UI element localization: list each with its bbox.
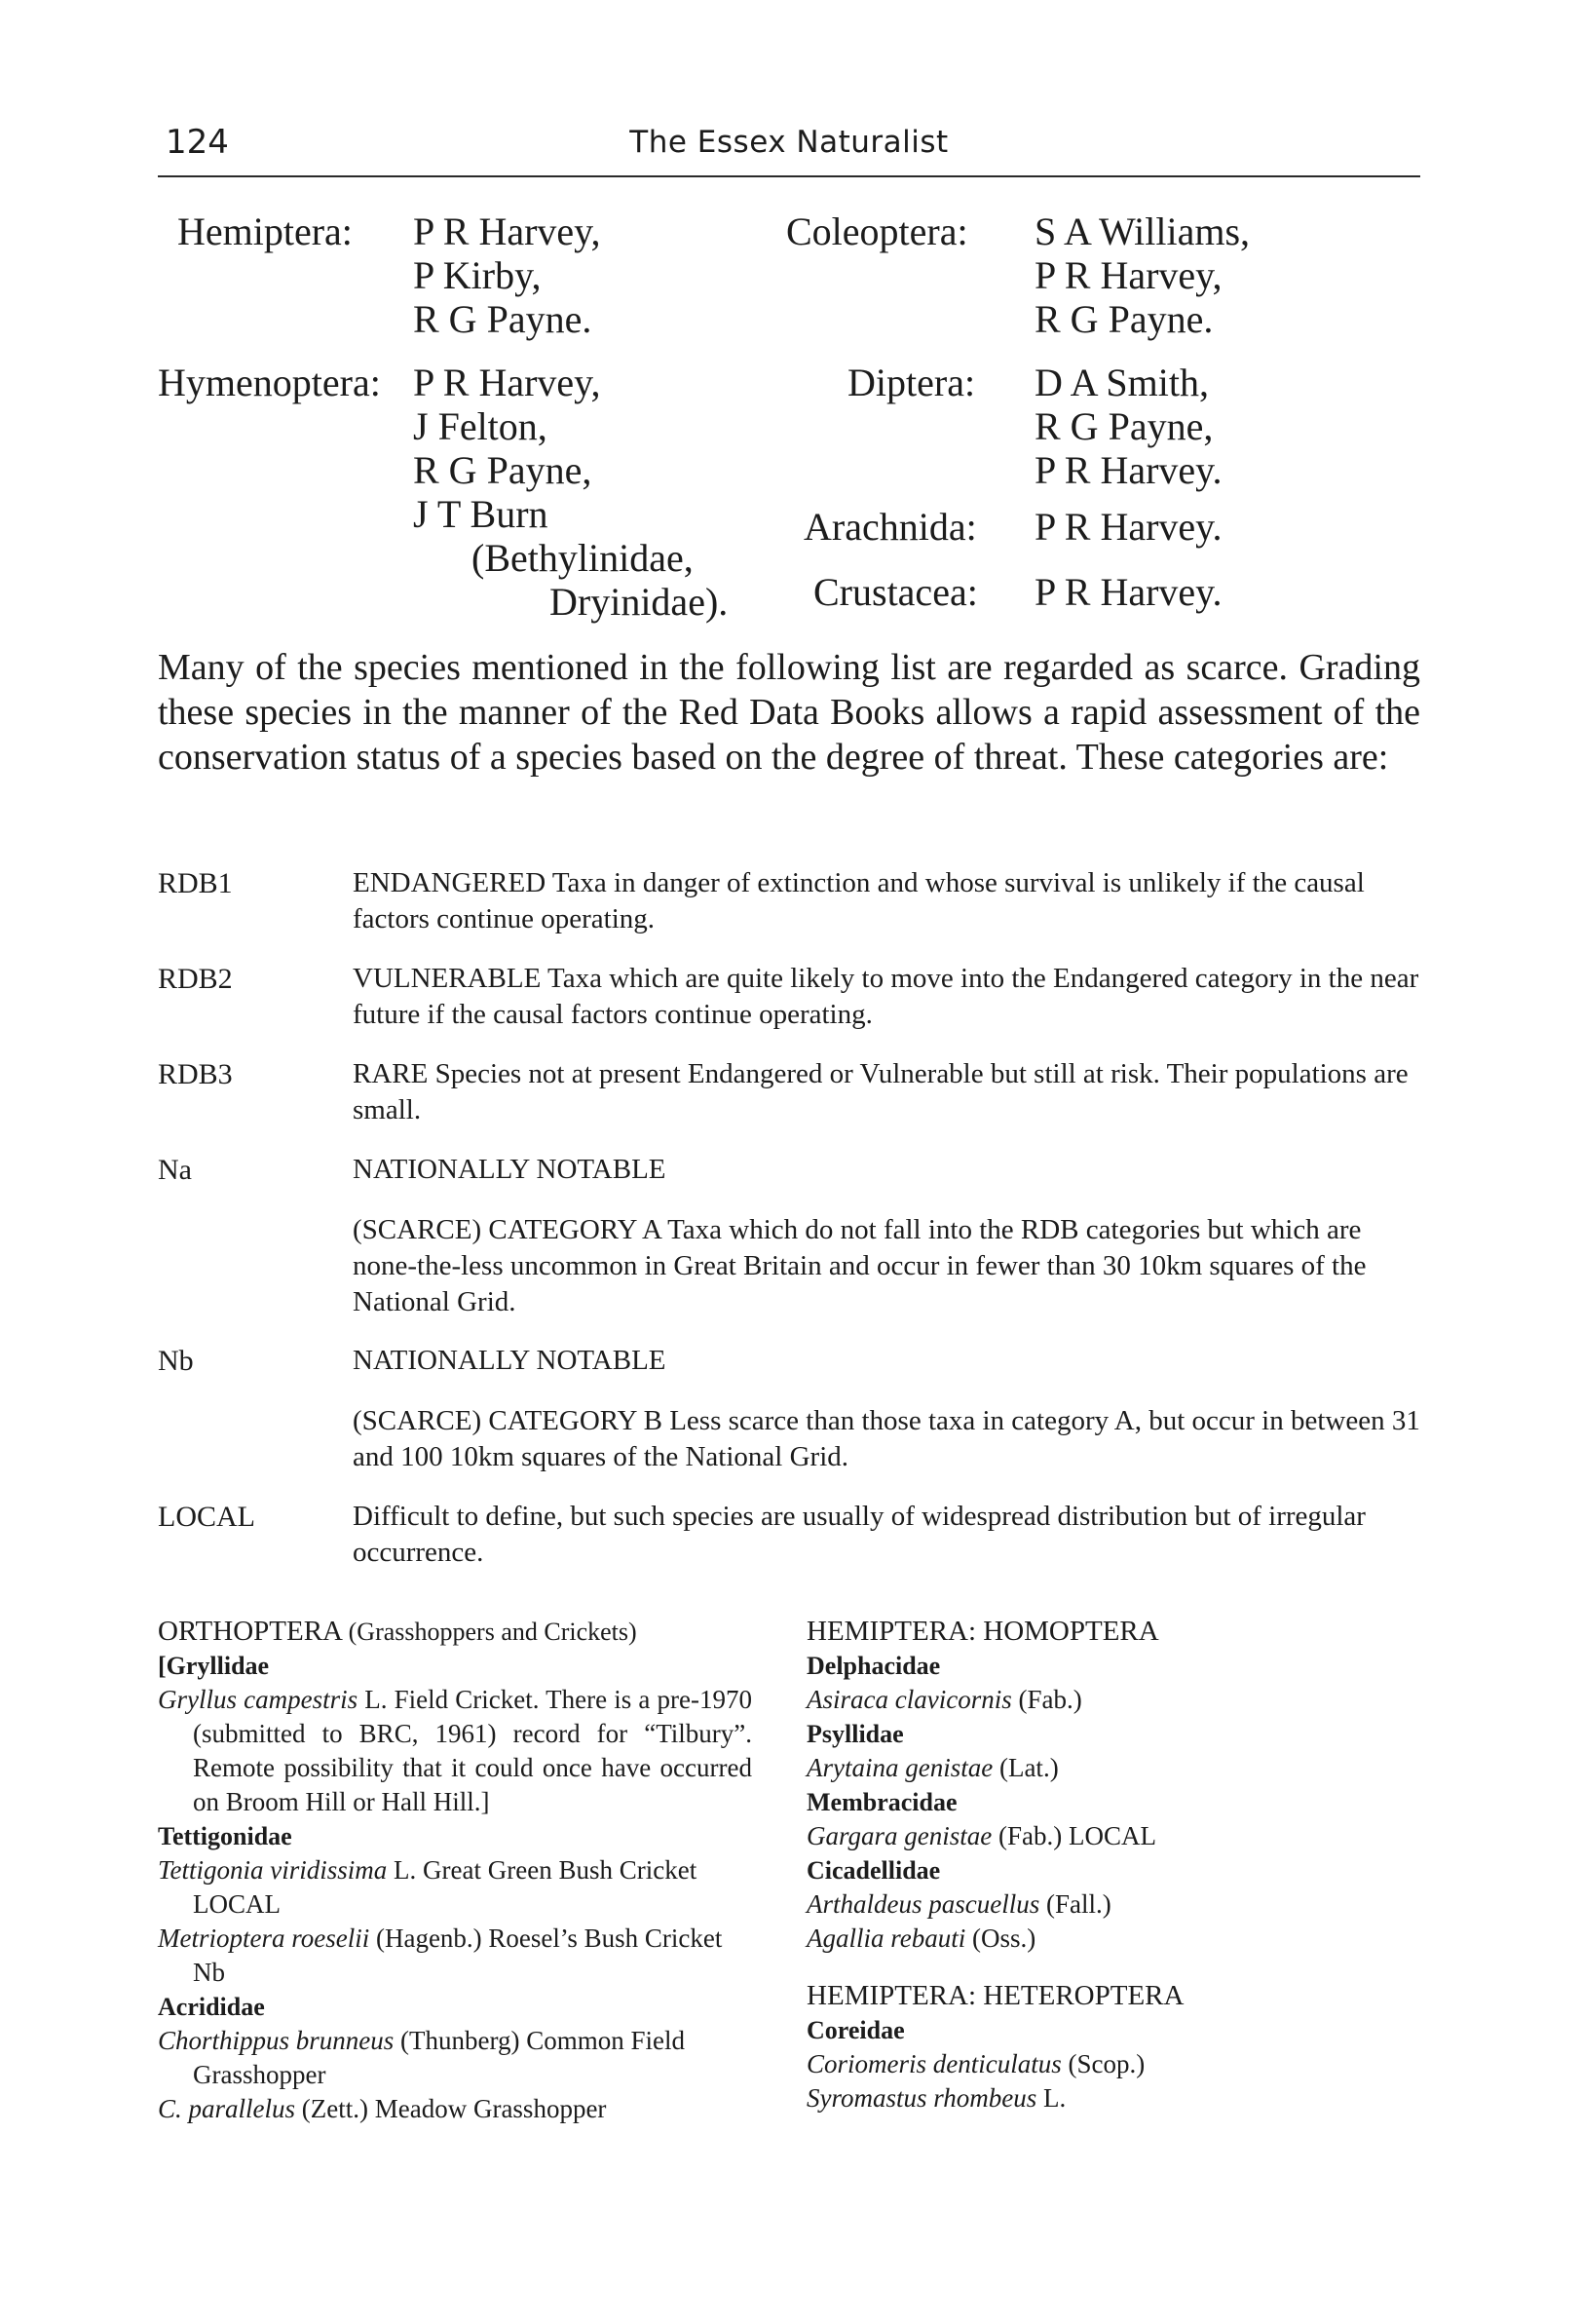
species-name: Tettigonia viridissima: [158, 1855, 388, 1885]
species-note: (Fall.): [1039, 1889, 1111, 1919]
credit-names-diptera: [1035, 361, 1223, 492]
credit-group-diptera: Diptera:: [847, 361, 976, 404]
species-note: L. Great Green Bush Cricket: [387, 1855, 697, 1885]
species-note: (Fab.): [1011, 1685, 1082, 1714]
credit-name: P R Harvey,: [1035, 253, 1223, 297]
section-gap: [807, 1956, 1420, 1979]
species-entry: [158, 1922, 752, 1956]
credit-group-coleoptera: Coleoptera:: [786, 210, 968, 253]
credit-group-hemiptera: Hemiptera:: [177, 210, 353, 253]
credit-name: P R Harvey.: [1035, 505, 1223, 549]
intro-paragraph: Many of the species mentioned in the following list are regarded as scarce. Grading these species in the manner of the Red Data Books allows a rapid assessment of the conservation status of a species based on the degree of threat. These categories are:: [158, 647, 1420, 778]
grade-text-rdb3: RARE Species not at present Endangered or Vulnerable but still at risk. Their populations are small.: [353, 1058, 1409, 1125]
species-name: Arthaldeus pascuellus: [807, 1889, 1040, 1919]
grade-text-nb: NATIONALLY NOTABLE: [353, 1345, 666, 1376]
species-entry: [807, 2047, 1420, 2081]
status-badge: Nb: [193, 1958, 225, 1987]
species-column-left: [158, 1615, 752, 2126]
species-note: (Oss.): [965, 1924, 1036, 1953]
species-note: (Thunberg) Common Field Grasshopper: [193, 2026, 686, 2089]
species-entry: [158, 1683, 752, 1819]
credit-names-hemiptera: [413, 210, 601, 341]
credit-name: R G Payne.: [1035, 297, 1214, 341]
species-name: Arytaina genistae: [807, 1753, 994, 1782]
grade-text-rdb2: VULNERABLE Taxa which are quite likely to move into the Endangered category in the near future if the causal factors continue operating.: [353, 963, 1419, 1030]
credit-name: P R Harvey,: [413, 361, 601, 404]
credit-name: Dryinidae).: [549, 580, 729, 624]
family-gryllidae: [Gryllidae: [158, 1652, 270, 1680]
species-note: L.: [1036, 2083, 1067, 2113]
family-membracidae: Membracidae: [807, 1788, 958, 1816]
species-name: Chorthippus brunneus: [158, 2026, 395, 2055]
species-entry: [807, 1819, 1420, 1853]
credit-name: S A Williams,: [1035, 210, 1251, 253]
species-column-right: [807, 1615, 1420, 2115]
credit-name: P Kirby,: [413, 253, 542, 297]
running-title: The Essex Naturalist: [629, 125, 949, 160]
credit-name: D A Smith,: [1035, 361, 1209, 404]
credit-name: R G Payne,: [413, 448, 592, 492]
credit-names-hymenoptera: [413, 361, 728, 624]
species-name: Asiraca clavicornis: [807, 1685, 1012, 1714]
species-note: (Scop.): [1061, 2049, 1146, 2078]
credit-name: R G Payne,: [1035, 404, 1214, 448]
order-heading-orthoptera: [158, 1615, 752, 1649]
species-name: Agallia rebauti: [807, 1924, 966, 1953]
species-entry: [158, 2092, 752, 2126]
species-name: Coriomeris denticulatus: [807, 2049, 1062, 2078]
credit-group-crustacea: Crustacea:: [813, 570, 978, 614]
species-entry: [158, 2024, 752, 2092]
family-delphacidae: Delphacidae: [807, 1652, 941, 1680]
credit-name: J T Burn: [413, 492, 548, 536]
credit-name: P R Harvey.: [1035, 448, 1223, 492]
species-entry: [807, 2081, 1420, 2115]
species-note: L. Field Cricket. There is a pre-1970 (submitted to BRC, 1961) record for “Tilbury”. Remote possibility that it could once have occurred on Broom Hill or Hall Hill.]: [193, 1685, 753, 1816]
species-entry: [807, 1751, 1420, 1785]
species-entry: [158, 1853, 752, 1887]
family-psyllidae: Psyllidae: [807, 1720, 904, 1748]
credit-names-arachnida: [1035, 505, 1223, 549]
credit-name: J Felton,: [413, 404, 547, 448]
order-heading-heteroptera: HEMIPTERA: HETEROPTERA: [807, 1980, 1185, 2011]
grade-code-rdb2: RDB2: [158, 963, 233, 995]
species-note: (Fab.): [992, 1821, 1069, 1850]
family-acrididae: Acrididae: [158, 1993, 265, 2021]
species-name: Gryllus campestris: [158, 1685, 358, 1714]
page-number: 124: [166, 123, 229, 162]
status-badge: LOCAL: [1068, 1821, 1156, 1850]
grade-detail-nb: (SCARCE) CATEGORY B Less scarce than those taxa in category A, but occur in between 31 and 100 10km squares of the National Grid.: [353, 1405, 1420, 1472]
grade-code-na: Na: [158, 1154, 192, 1186]
credit-group-hymenoptera: Hymenoptera:: [158, 361, 381, 404]
grade-code-local: LOCAL: [158, 1501, 255, 1533]
order-heading-homoptera: HEMIPTERA: HOMOPTERA: [807, 1616, 1159, 1647]
family-coreidae: Coreidae: [807, 2016, 905, 2044]
grade-text-na: NATIONALLY NOTABLE: [353, 1154, 666, 1185]
species-name: C. parallelus: [158, 2094, 296, 2123]
grade-code-rdb3: RDB3: [158, 1058, 233, 1090]
credit-names-coleoptera: [1035, 210, 1250, 341]
order-name: ORTHOPTERA: [158, 1616, 342, 1647]
species-name: Syromastus rhombeus: [807, 2083, 1037, 2113]
credit-name: R G Payne.: [413, 297, 592, 341]
species-note: (Lat.): [993, 1753, 1059, 1782]
grade-code-nb: Nb: [158, 1345, 194, 1377]
grade-detail-na: (SCARCE) CATEGORY A Taxa which do not fall into the RDB categories but which are none-the-less uncommon in Great Britain and occur in fewer than 30 10km squares of the National Grid.: [353, 1214, 1367, 1317]
species-note: (Hagenb.) Roesel’s Bush Cricket: [369, 1924, 723, 1953]
species-note: (Zett.) Meadow Grasshopper: [295, 2094, 607, 2123]
species-name: Gargara genistae: [807, 1821, 993, 1850]
species-entry: [807, 1683, 1420, 1717]
credit-names-crustacea: [1035, 570, 1223, 614]
credit-group-arachnida: Arachnida:: [804, 505, 977, 549]
recorder-credits: [158, 210, 1420, 624]
page-header: [158, 119, 1420, 177]
grade-text-local: Difficult to define, but such species are usually of widespread distribution but of irregular occurrence.: [353, 1501, 1366, 1568]
order-common-name: (Grasshoppers and Crickets): [348, 1618, 637, 1646]
status-badge: LOCAL: [193, 1889, 281, 1919]
family-tettigonidae: Tettigonidae: [158, 1822, 292, 1850]
grade-code-rdb1: RDB1: [158, 867, 233, 899]
species-entry: [807, 1887, 1420, 1922]
species-name: Metrioptera roeselii: [158, 1924, 370, 1953]
grade-text-rdb1: ENDANGERED Taxa in danger of extinction and whose survival is unlikely if the causal factors continue operating.: [353, 867, 1365, 934]
species-entry: [807, 1922, 1420, 1956]
credit-name: (Bethylinidae,: [471, 536, 694, 580]
credit-name: P R Harvey.: [1035, 570, 1223, 614]
family-cicadellidae: Cicadellidae: [807, 1856, 941, 1885]
credit-name: P R Harvey,: [413, 210, 601, 253]
